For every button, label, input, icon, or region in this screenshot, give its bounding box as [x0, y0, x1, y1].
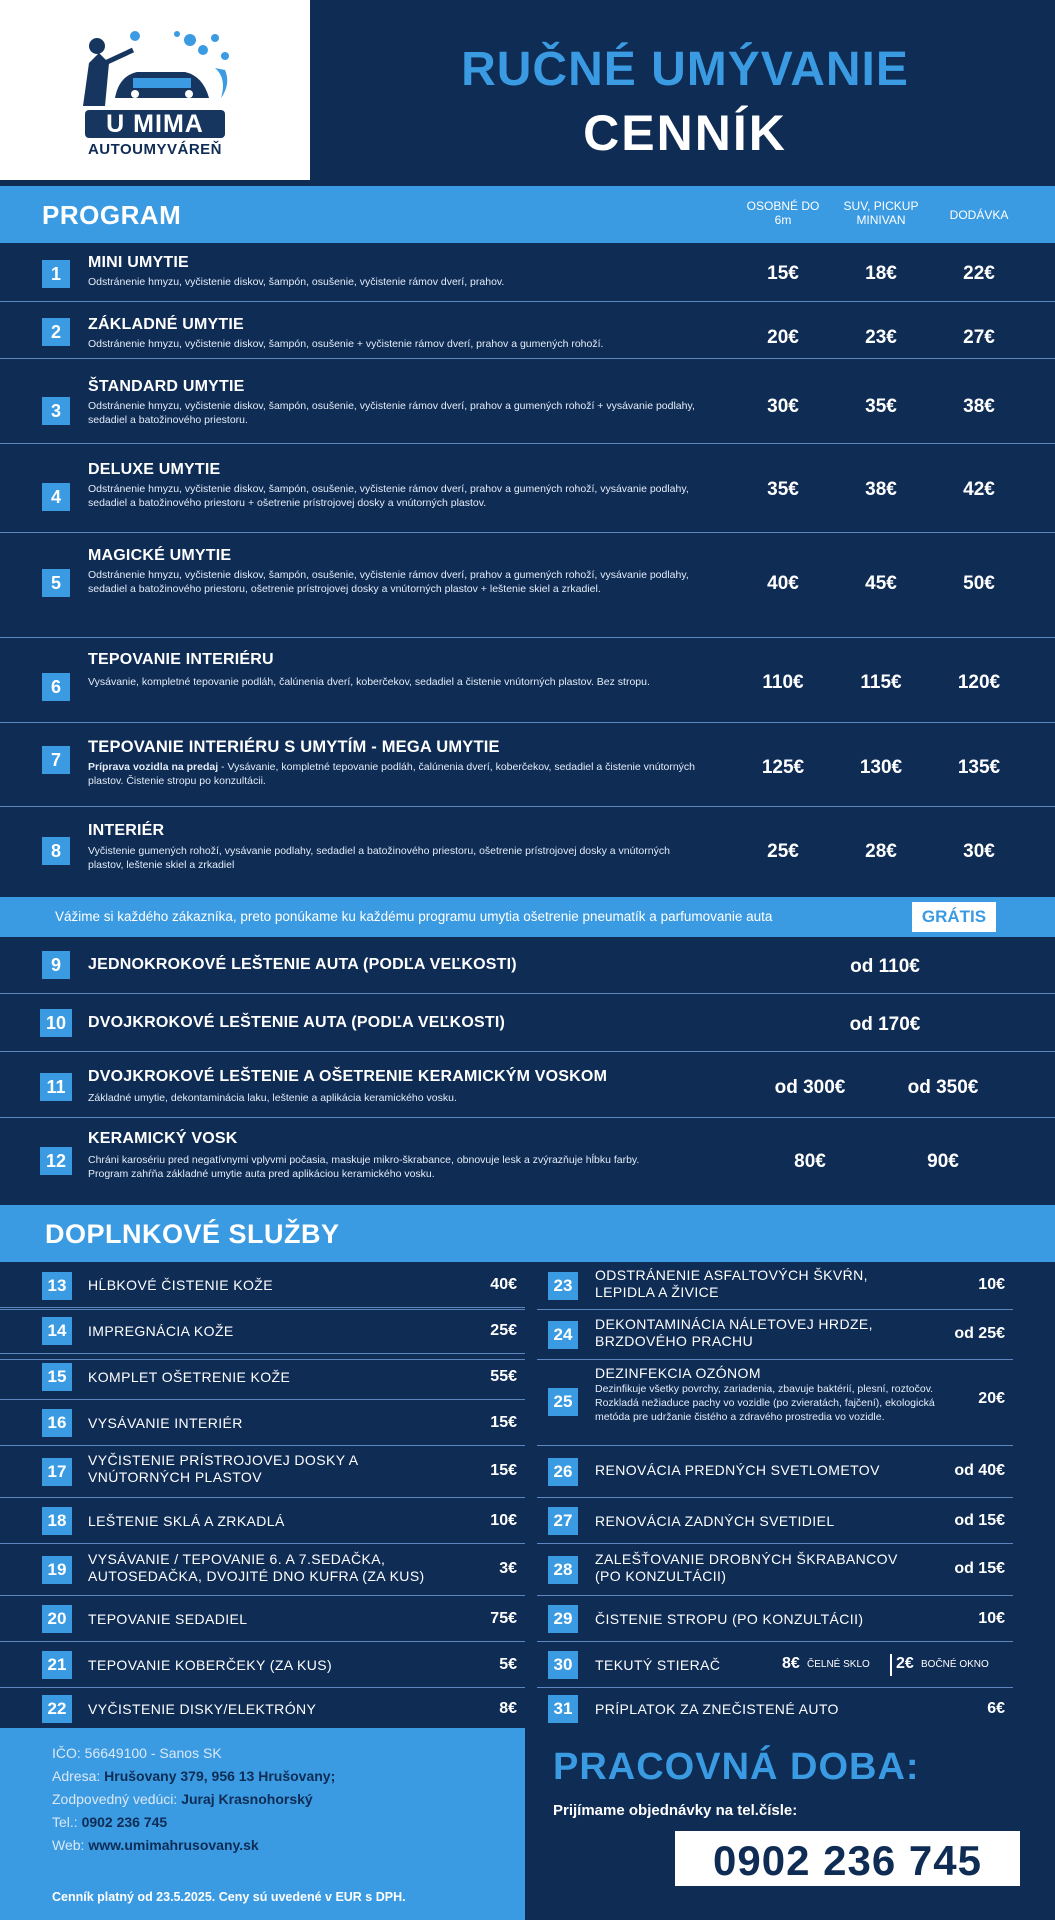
- program-name: TEPOVANIE INTERIÉRU S UMYTÍM - MEGA UMYTIE: [88, 738, 500, 756]
- extra-row: [0, 1544, 1013, 1596]
- program-number: 3: [42, 397, 70, 425]
- logo-subtitle: AUTOUMYVÁREŇ: [87, 141, 223, 158]
- extra-name: TEPOVANIE KOBERČEKY (ZA KUS): [88, 1657, 333, 1673]
- program-description-rest: - Vysávanie, kompletné tepovanie podláh, čalúnenia dverí, koberčekov, sedadiel a čistenie vnútorných plastov. Čistenie stropu po konzultácii.: [88, 761, 696, 787]
- program-name: MINI UMYTIE: [88, 254, 189, 271]
- program-description: Vysávanie, kompletné tepovanie podláh, čalúnenia dverí, koberčekov, sedadiel a čistenie vnútorných plastov. Bez stropu.: [88, 676, 650, 688]
- extra-name: IMPREGNÁCIA KOŽE: [88, 1323, 234, 1339]
- extra-number: 16: [42, 1409, 72, 1437]
- extra-number: 19: [42, 1556, 72, 1584]
- extra-row: [0, 1360, 1013, 1446]
- price-dodavka: 22€: [963, 263, 995, 284]
- validity-note: Cenník platný od 23.5.2025. Ceny sú uvedené v EUR s DPH.: [52, 1890, 406, 1904]
- extra-price: 15€: [490, 1462, 517, 1479]
- program-name: JEDNOKROKOVÉ LEŠTENIE AUTA (PODĽA VEĽKOSTI): [88, 956, 517, 973]
- page-subtitle: CENNÍK: [583, 105, 787, 161]
- column-gap: [525, 1262, 537, 1728]
- address: [52, 1768, 335, 1784]
- extra-name: ZALEŠŤOVANIE DROBNÝCH ŠKRABANCOV (PO KONZULTÁCII): [595, 1551, 898, 1584]
- program-name: KERAMICKÝ VOSK: [88, 1130, 238, 1147]
- page-title: RUČNÉ UMÝVANIE: [461, 43, 909, 96]
- extra-price: 8€: [499, 1700, 517, 1717]
- program-row: [0, 302, 1055, 359]
- price-divider: [890, 1654, 892, 1676]
- extra-name: VYČISTENIE PRÍSTROJOVEJ DOSKY A VNÚTORNÝCH PLASTOV: [88, 1452, 358, 1485]
- tel-value[interactable]: 0902 236 745: [81, 1814, 168, 1830]
- extra-name: ČISTENIE STROPU (PO KONZULTÁCII): [595, 1611, 864, 1627]
- extra-price: 10€: [978, 1276, 1005, 1293]
- program-description: [88, 760, 728, 788]
- extra-price: od 25€: [954, 1325, 1005, 1342]
- polish-row: [0, 1118, 1055, 1198]
- program-number: 5: [42, 569, 70, 597]
- extra-number: 23: [548, 1272, 578, 1300]
- footer: [0, 1728, 1055, 1920]
- free-service-notice: [0, 897, 1055, 937]
- gratis-badge: GRÁTIS: [912, 902, 996, 932]
- extra-price: 15€: [490, 1414, 517, 1431]
- car-wash-logo-icon: [75, 28, 235, 108]
- price-from: od 170€: [849, 1014, 921, 1035]
- program-description: Odstránenie hmyzu, vyčistenie diskov, šampón, osušenie, vyčistenie rámov dverí, prahov a gumených rohoží + vysávanie podlahy, sedadiel a batožinového priestoru.: [88, 400, 695, 426]
- phone-number[interactable]: 0902 236 745: [713, 1837, 982, 1884]
- opening-hours: [535, 1728, 1055, 1920]
- program-row: [0, 638, 1055, 723]
- notice-text: Vážime si každého zákazníka, preto ponúkame ku každému programu umytia ošetrenie pneumatík a parfumovanie auta: [55, 909, 773, 924]
- program-number: 10: [40, 1009, 72, 1037]
- extra-number: 26: [548, 1458, 578, 1486]
- extra-name: ODSTRÁNENIE ASFALTOVÝCH ŠKVŔN, LEPIDLA A ŽIVICE: [595, 1267, 868, 1300]
- polish-row: [0, 994, 1055, 1052]
- phone-box[interactable]: [675, 1831, 1020, 1886]
- company-id: IČO: 56649100 - Sanos SK: [52, 1745, 222, 1761]
- extra-name: RENOVÁCIA ZADNÝCH SVETIDIEL: [595, 1513, 835, 1529]
- extra-number: 18: [42, 1507, 72, 1535]
- program-description-bold: Príprava vozidla na predaj: [88, 761, 219, 773]
- extras-label: DOPLNKOVÉ SLUŽBY: [45, 1219, 340, 1249]
- price-suv: od 350€: [907, 1077, 979, 1098]
- extra-number: 24: [548, 1321, 578, 1349]
- price-suv: 28€: [865, 841, 897, 862]
- extra-number: 17: [42, 1458, 72, 1486]
- extra-number: 14: [42, 1317, 72, 1345]
- orders-text: Prijímame objednávky na tel.čísle:: [553, 1802, 798, 1819]
- extra-price: 20€: [978, 1390, 1005, 1407]
- web-link[interactable]: www.umimahrusovany.sk: [88, 1837, 259, 1853]
- logo-name: U MIMA: [85, 110, 225, 138]
- header: [0, 0, 1055, 180]
- extra-name: KOMPLET OŠETRENIE KOŽE: [88, 1369, 291, 1385]
- program-row: [0, 243, 1055, 302]
- price-osobne: 125€: [761, 757, 805, 778]
- program-description: Vyčistenie gumených rohoží, vysávanie podlahy, sedadiel a batožinového priestoru, ošetrenie prístrojovej dosky a vnútorných plastov, leštenie skiel a zrkadiel: [88, 845, 670, 871]
- extra-number: 30: [548, 1651, 578, 1679]
- extra-price: od 15€: [954, 1560, 1005, 1577]
- extra-price: 75€: [490, 1610, 517, 1627]
- price-osobne: 25€: [767, 841, 799, 862]
- extra-price: 55€: [490, 1368, 517, 1385]
- extra-name: VYČISTENIE DISKY/ELEKTRÓNY: [88, 1701, 317, 1717]
- extra-name: VYSÁVANIE INTERIÉR: [88, 1415, 243, 1431]
- program-row: [0, 444, 1055, 533]
- extra-row: [0, 1310, 1013, 1360]
- price-dodavka: 120€: [957, 672, 1001, 693]
- extra-row: [0, 1642, 1013, 1688]
- program-row: [0, 723, 1055, 807]
- extra-price-side-window: 2€: [896, 1655, 914, 1672]
- extra-description: Dezinfikuje všetky povrchy, zariadenia, zbavuje baktérií, plesní, roztočov. Rozkladá nežiaduce pachy vo vozidle (po zvieratách, fajčení), ekologická metóda pre udržanie čistého a zdravého prostredia vo vozidle.: [595, 1383, 935, 1423]
- program-name: DVOJKROKOVÉ LEŠTENIE A OŠETRENIE KERAMICKÝM VOSKOM: [88, 1068, 608, 1085]
- price-osobne: 40€: [767, 573, 799, 594]
- program-description: Odstránenie hmyzu, vyčistenie diskov, šampón, osušenie, vyčistenie rámov dverí, prahov a gumených rohoží, vysávanie podlahy, sedadiel a batožinového priestoru, ošetrenie prístrojovej dosky a vnútorných plastov + leštenie skiel a zrkadiel.: [88, 569, 689, 595]
- tel-label: Tel.:: [52, 1814, 82, 1830]
- manager: [52, 1791, 313, 1807]
- address-value: Hrušovany 379, 956 13 Hrušovany;: [104, 1768, 336, 1784]
- price-dodavka: 135€: [957, 757, 1001, 778]
- extra-name: PRÍPLATOK ZA ZNEČISTENÉ AUTO: [595, 1701, 839, 1717]
- web-label: Web:: [52, 1837, 89, 1853]
- price-dodavka: 27€: [963, 327, 995, 348]
- extra-row: [0, 1262, 1013, 1310]
- column-header-suv: SUV, PICKUP MINIVAN: [843, 199, 919, 227]
- extra-number: 13: [42, 1272, 72, 1300]
- manager-value: Juraj Krasnohorský: [181, 1791, 313, 1807]
- address-label: Adresa:: [52, 1768, 105, 1784]
- program-label: PROGRAM: [42, 200, 182, 230]
- extra-name: LEŠTENIE SKLÁ A ZRKADLÁ: [88, 1513, 285, 1529]
- column-header-dodavka: DODÁVKA: [949, 208, 1009, 222]
- price-suv: 90€: [927, 1151, 959, 1172]
- extra-row: [0, 1498, 1013, 1544]
- extra-row: [0, 1596, 1013, 1642]
- price-osobne: 30€: [767, 396, 799, 417]
- extra-number: 22: [42, 1695, 72, 1723]
- program-name: DVOJKROKOVÉ LEŠTENIE AUTA (PODĽA VEĽKOSTI): [88, 1014, 506, 1031]
- price-from: od 110€: [850, 956, 920, 977]
- polish-row: [0, 937, 1055, 994]
- extra-number: 31: [548, 1695, 578, 1723]
- extra-name: VYSÁVANIE / TEPOVANIE 6. A 7.SEDAČKA, AUTOSEDAČKA, DVOJITÉ DNO KUFRA (ZA KUS): [88, 1551, 425, 1584]
- manager-label: Zodpovedný vedúci:: [52, 1791, 182, 1807]
- column-header-osobne: OSOBNÉ DO 6m: [746, 199, 820, 227]
- program-description: Odstránenie hmyzu, vyčistenie diskov, šampón, osušenie, vyčistenie rámov dverí, prahov.: [88, 276, 505, 288]
- price-osobne: 110€: [762, 672, 804, 693]
- extra-name: DEZINFEKCIA OZÓNOM: [595, 1365, 761, 1381]
- extras-header: [0, 1205, 1055, 1262]
- extra-name: HĹBKOVÉ ČISTENIE KOŽE: [88, 1277, 273, 1293]
- price-osobne: 20€: [767, 327, 799, 348]
- extra-price: 10€: [978, 1610, 1005, 1627]
- price-dodavka: 38€: [963, 396, 995, 417]
- program-name: MAGICKÉ UMYTIE: [88, 547, 232, 564]
- website: [52, 1837, 259, 1853]
- extra-label-windshield: ČELNÉ SKLO: [807, 1659, 870, 1670]
- program-number: 9: [42, 951, 70, 979]
- extra-name: TEPOVANIE SEDADIEL: [88, 1611, 248, 1627]
- extra-price: 5€: [499, 1656, 517, 1673]
- hours-title: PRACOVNÁ DOBA:: [553, 1746, 920, 1788]
- program-number: 2: [42, 318, 70, 346]
- price-osobne: 80€: [794, 1151, 826, 1172]
- extra-number: 25: [548, 1388, 578, 1416]
- program-description: Odstránenie hmyzu, vyčistenie diskov, šampón, osušenie, vyčistenie rámov dverí, prahov a gumených rohoží, vysávanie podlahy, sedadiel a batožinového priestoru + ošetrenie prístrojovej dosky a vnútorných plastov.: [88, 483, 689, 509]
- price-suv: 38€: [865, 479, 897, 500]
- program-description: Odstránenie hmyzu, vyčistenie diskov, šampón, osušenie + vyčistenie rámov dverí, prahov a gumených rohoží.: [88, 338, 604, 350]
- extra-price: 40€: [490, 1276, 517, 1293]
- program-number: 11: [40, 1073, 72, 1101]
- program-name: INTERIÉR: [88, 822, 165, 839]
- program-number: 8: [42, 837, 70, 865]
- extra-number: 27: [548, 1507, 578, 1535]
- extra-number: 28: [548, 1556, 578, 1584]
- price-suv: 18€: [865, 263, 897, 284]
- program-name: ŠTANDARD UMYTIE: [88, 378, 245, 395]
- program-row: [0, 807, 1055, 897]
- price-osobne: 35€: [767, 479, 799, 500]
- extra-number: 21: [42, 1651, 72, 1679]
- extra-name: DEKONTAMINÁCIA NÁLETOVEJ HRDZE, BRZDOVÉHO PRACHU: [595, 1316, 873, 1349]
- extra-name: TEKUTÝ STIERAČ: [595, 1657, 721, 1673]
- price-suv: 35€: [865, 396, 897, 417]
- program-number: 6: [42, 673, 70, 701]
- price-suv: 130€: [859, 757, 903, 778]
- extra-number: 15: [42, 1363, 72, 1391]
- extra-price: 3€: [499, 1560, 517, 1577]
- price-dodavka: 30€: [963, 841, 995, 862]
- program-name: TEPOVANIE INTERIÉRU: [88, 651, 274, 668]
- program-name: DELUXE UMYTIE: [88, 461, 221, 478]
- extra-price: 25€: [490, 1322, 517, 1339]
- price-osobne: 15€: [767, 263, 799, 284]
- extra-price: od 40€: [954, 1462, 1005, 1479]
- extra-number: 20: [42, 1605, 72, 1633]
- program-number: 7: [42, 746, 70, 774]
- extra-price-windshield: 8€: [782, 1655, 800, 1672]
- price-suv: 45€: [865, 573, 897, 594]
- price-suv: 23€: [865, 327, 897, 348]
- extra-label-side-window: BOČNÉ OKNO: [921, 1659, 989, 1670]
- price-dodavka: 42€: [963, 479, 995, 500]
- program-number: 4: [42, 483, 70, 511]
- price-suv: 115€: [860, 672, 902, 693]
- program-description: Chráni karosériu pred negatívnymi vplyvmi počasia, maskuje mikro-škrabance, obnovuje lesk a zvýrazňuje hĺbku farby. Program zahŕňa základné umytie auta pred aplikáciou keramického vosku.: [88, 1154, 640, 1180]
- logo: [0, 0, 310, 180]
- extra-name: RENOVÁCIA PREDNÝCH SVETLOMETOV: [595, 1462, 880, 1478]
- price-osobne: od 300€: [774, 1077, 846, 1098]
- price-dodavka: 50€: [963, 573, 995, 594]
- extra-number: 29: [548, 1605, 578, 1633]
- program-number: 12: [40, 1147, 72, 1175]
- extra-price: 10€: [490, 1512, 517, 1529]
- program-name: ZÁKLADNÉ UMYTIE: [88, 316, 244, 333]
- program-row: [0, 359, 1055, 444]
- extra-row: [0, 1686, 1013, 1728]
- program-description: Základné umytie, dekontaminácia laku, leštenie a aplikácia keramického vosku.: [88, 1092, 457, 1104]
- telephone: [52, 1814, 167, 1830]
- extra-price: od 15€: [954, 1512, 1005, 1529]
- extra-row: [0, 1446, 1013, 1498]
- program-number: 1: [42, 260, 70, 288]
- contact-info: [0, 1728, 525, 1920]
- program-row: [0, 533, 1055, 638]
- extra-price: 6€: [987, 1700, 1005, 1717]
- program-header: [0, 186, 1055, 243]
- polish-row: [0, 1052, 1055, 1118]
